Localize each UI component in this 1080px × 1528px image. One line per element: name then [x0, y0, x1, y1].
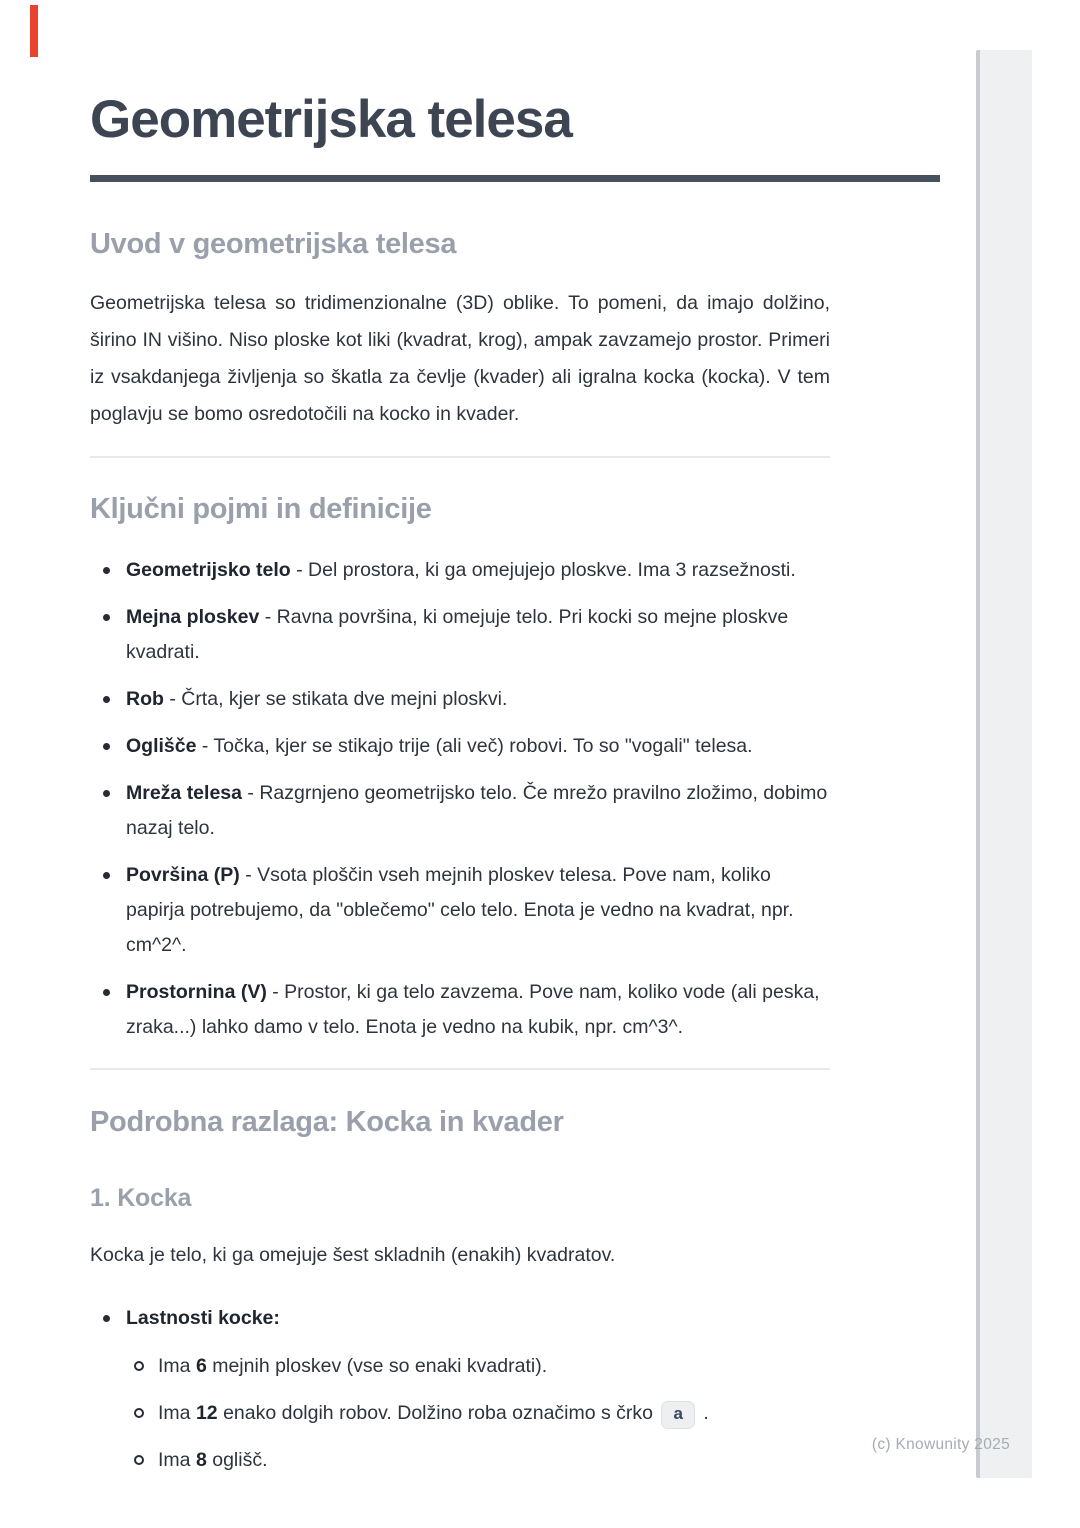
definitions-list [90, 553, 830, 1045]
definition-item [90, 682, 830, 717]
definition-desc: - Prostor, ki ga telo zavzema. Pove nam, koliko vode (ali peska, zraka...) lahko damo v telo. Enota je vedno na kubik, npr. cm^3^. [126, 980, 820, 1038]
property-number: 12 [195, 1401, 218, 1424]
section-heading-detail: Podrobna razlaga: Kocka in kvader [90, 1105, 564, 1138]
definition-desc: - Točka, kjer se stikajo trije (ali več) robovi. To so "vogali" telesa. [196, 734, 753, 757]
definition-desc: - Del prostora, ki ga omejujejo ploskve. Ima 3 razsežnosti. [290, 558, 796, 581]
properties-title: Lastnosti kocke: [126, 1306, 280, 1329]
kocka-paragraph: Kocka je telo, ki ga omejuje šest skladnih (enakih) kvadratov. [90, 1243, 616, 1266]
page-title: Geometrijska telesa [90, 90, 572, 149]
property-text: oglišč. [212, 1448, 268, 1471]
properties-title-item [90, 1301, 830, 1478]
definition-term: Mreža telesa [126, 781, 242, 804]
definition-desc: - Ravna površina, ki omejuje telo. Pri kocki so mejne ploskve kvadrati. [126, 605, 789, 663]
definition-term: Geometrijsko telo [126, 558, 291, 581]
property-text: mejnih ploskev (vse so enaki kvadrati). [212, 1354, 548, 1377]
watermark: (c) Knowunity 2025 [871, 1436, 1010, 1453]
section-heading-definitions: Ključni pojmi in definicije [90, 492, 432, 525]
property-item [126, 1396, 830, 1431]
property-item [126, 1349, 830, 1384]
property-text: enako dolgih robov. Dolžino roba označimo s črko [223, 1401, 654, 1424]
properties-list [90, 1301, 830, 1478]
definition-desc: - Razgrnjeno geometrijsko telo. Če mrežo pravilno zložimo, dobimo nazaj telo. [126, 781, 828, 839]
red-accent-bar [30, 5, 38, 57]
definition-desc: - Vsota ploščin vseh mejnih ploskev telesa. Pove nam, koliko papirja potrebujemo, da "oblečemo" celo telo. Enota je vedno na kvadrat, npr. cm^2^. [126, 863, 794, 956]
property-text: Ima [158, 1448, 191, 1471]
property-item [126, 1443, 830, 1478]
title-underline [90, 175, 940, 182]
section-divider [90, 1068, 830, 1070]
intro-paragraph: Geometrijska telesa so tridimenzionalne (3D) oblike. To pomeni, da imajo dolžino, širino IN višino. Niso ploske kot liki (kvadrat, krog), ampak zavzamejo prostor. Primeri iz vsakdanjega življenja so škatla za čevlje (kvader) ali igralna kocka (kocka). V tem poglavju se bomo osredotočili na kocko in kvader. [90, 291, 830, 425]
definition-desc: - Črta, kjer se stikata dve mejni ploskvi. [163, 687, 508, 710]
definition-item [90, 858, 830, 963]
property-number: 6 [195, 1354, 207, 1377]
section-divider [90, 456, 830, 458]
property-text: . [703, 1401, 709, 1424]
definition-term: Rob [126, 687, 164, 710]
definition-item [90, 729, 830, 764]
definition-term: Prostornina (V) [126, 980, 267, 1003]
property-number: 8 [195, 1448, 207, 1471]
definition-item [90, 600, 830, 670]
definition-item [90, 975, 830, 1045]
section-heading-intro: Uvod v geometrijska telesa [90, 227, 457, 260]
scrollbar-track[interactable] [976, 50, 1032, 1478]
definition-item [90, 553, 830, 588]
definition-term: Površina (P) [126, 863, 240, 886]
definition-term: Oglišče [126, 734, 197, 757]
definition-item [90, 776, 830, 846]
definition-term: Mejna ploskev [126, 605, 260, 628]
subsection-heading-kocka: 1. Kocka [90, 1183, 192, 1212]
document-content [90, 0, 830, 1490]
edge-letter-badge: a [661, 1401, 694, 1429]
property-text: Ima [158, 1401, 191, 1424]
property-text: Ima [158, 1354, 191, 1377]
properties-nested-list [126, 1349, 830, 1478]
